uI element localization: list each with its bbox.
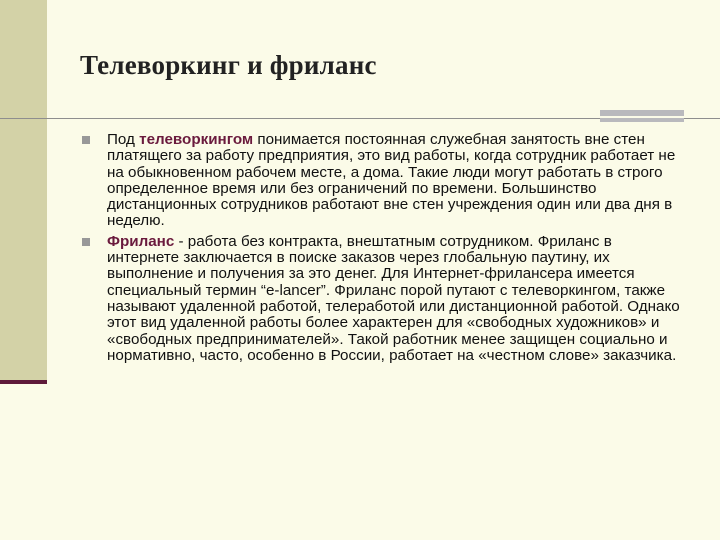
- rule-accent-block-lower: [600, 118, 684, 122]
- left-bar-accent-line: [0, 380, 47, 384]
- term-teleworking: телеворкингом: [139, 131, 254, 148]
- bullet-text: понимается постоянная служебная занятость вне стен платящего за работу предприятия, это вид работы, когда сотрудник работает не на обыкновенном рабочем месте, а дома. Такие люди могут работать в строго определенное время или без ограничений по времени. Большинство дистанционных сотрудников работают вне стен учреждения один или два дня в неделю.: [107, 131, 676, 230]
- left-decorative-bar: [0, 0, 47, 382]
- square-bullet-icon: [82, 136, 90, 144]
- slide-body: [80, 132, 685, 368]
- bullet-freelance: [80, 234, 685, 364]
- rule-accent-block: [600, 110, 684, 116]
- square-bullet-icon: [82, 238, 90, 246]
- term-freelance: Фриланс: [107, 232, 175, 250]
- bullet-text: - работа без контракта, внештатным сотрудником. Фриланс в интернете заключается в поиске заказов через глобальную паутину, их выполнение и получения за это денег. Для Интернет-фрилансера имеется специальный термин “e-lancer”. Фриланс порой путают с телеворкингом, также называют удаленной работой, телеработой или дистанционной работой. Однако этот вид удаленной работы более характерен для «свободных художников» и «свободных предпринимателей». Такой работник менее защищен социально и нормативно, часто, особенно в России, работает на «честном слове» заказчика.: [107, 232, 680, 364]
- bullet-teleworking: [80, 132, 685, 230]
- slide-title: Телеворкинг и фриланс: [80, 50, 377, 80]
- bullet-text-before: Под: [107, 131, 140, 148]
